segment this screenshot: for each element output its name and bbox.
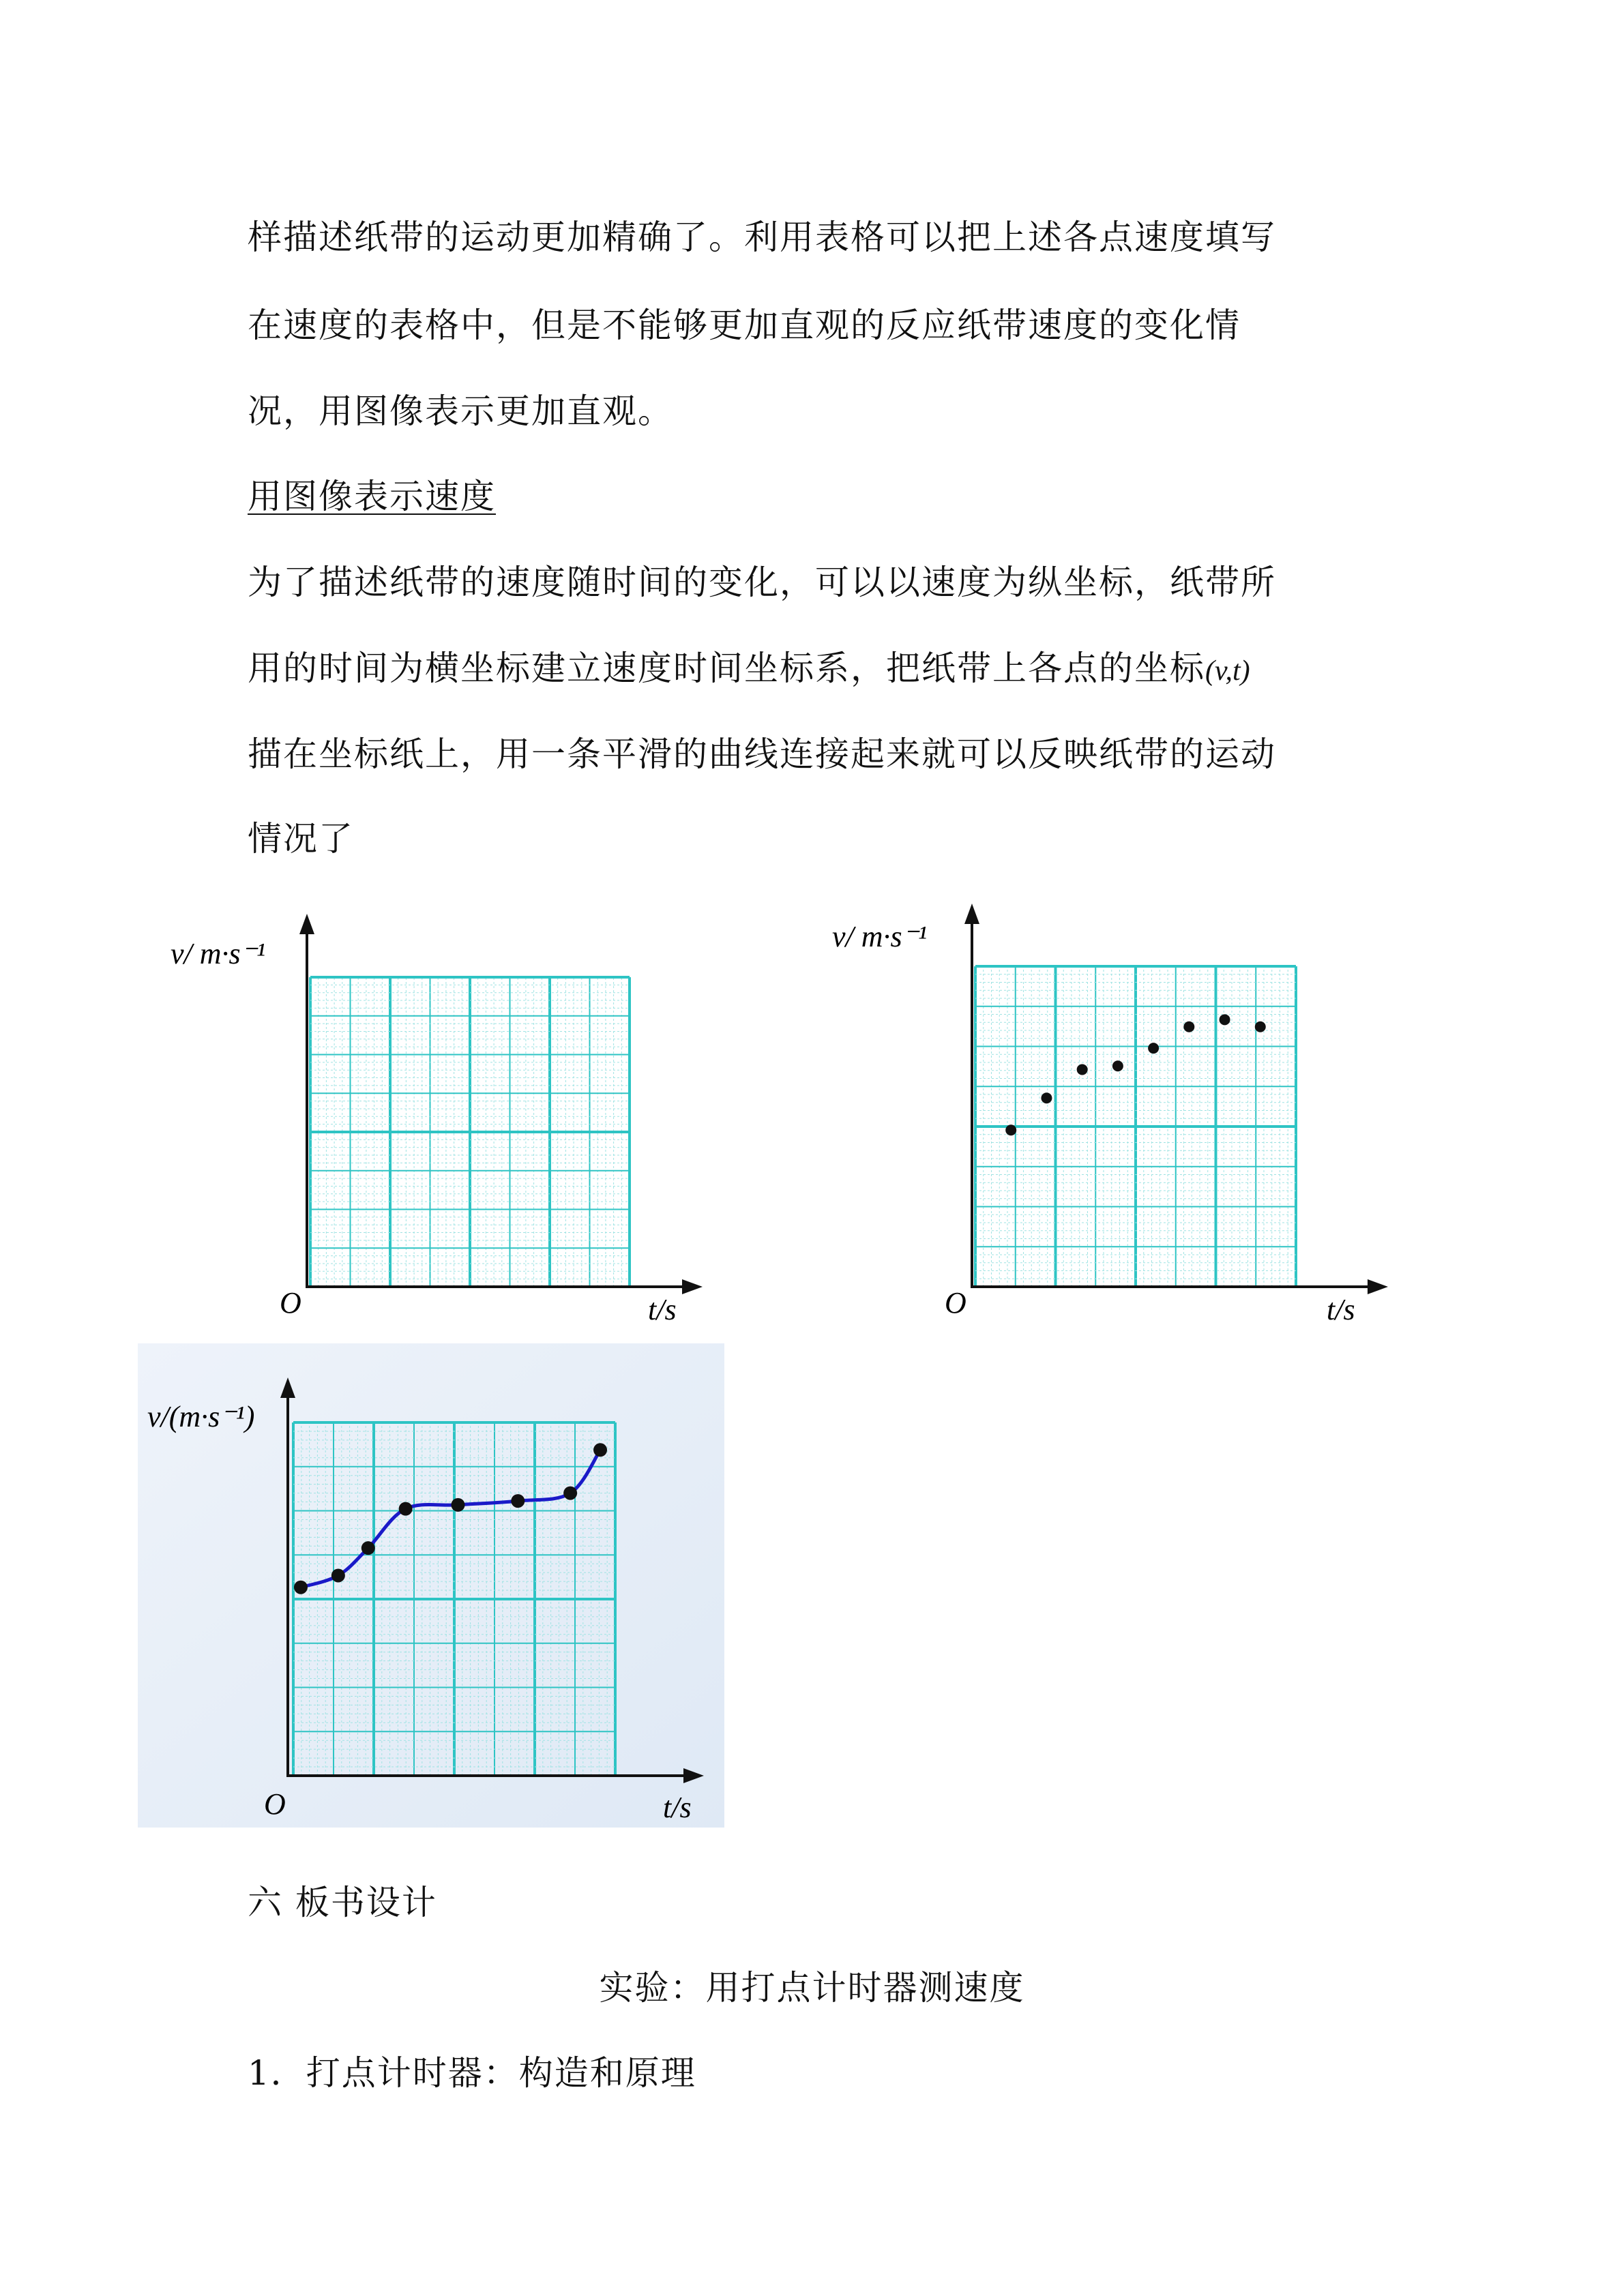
grid-scatter <box>964 904 1388 1294</box>
y-axis-arrow <box>964 904 979 924</box>
paragraph2-coordinate-math: (v,t) <box>1205 655 1250 687</box>
paragraph2-line-2-text: 用的时间为横坐标建立速度时间坐标系，把纸带上各点的坐标 <box>248 648 1205 688</box>
origin-label: O <box>280 1286 301 1320</box>
paragraph2-line-4: 情况了 <box>248 819 354 859</box>
data-point-2 <box>331 1568 345 1582</box>
chart-smooth-curve <box>138 1343 724 1828</box>
paragraph1-line-1: 样描述纸带的运动更加精确了。利用表格可以把上述各点速度填写 <box>248 218 1276 257</box>
data-point-3 <box>361 1541 375 1555</box>
y-axis-label: v/ m·s⁻¹ <box>832 920 928 953</box>
data-point-5 <box>1148 1043 1159 1054</box>
data-point-3 <box>1077 1064 1088 1075</box>
origin-label: O <box>945 1286 966 1320</box>
x-axis-arrow <box>682 1279 703 1294</box>
data-point-1 <box>1005 1124 1016 1135</box>
x-axis-label: t/s <box>648 1293 677 1326</box>
data-point-8 <box>593 1443 607 1457</box>
paragraph2-line-2 <box>248 648 1250 691</box>
y-axis-label: v/ m·s⁻¹ <box>171 937 266 970</box>
data-point-6 <box>511 1494 525 1508</box>
data-point-2 <box>1041 1092 1052 1103</box>
x-axis-label: t/s <box>663 1791 692 1824</box>
data-point-1 <box>294 1581 308 1594</box>
chart-scatter-points <box>825 897 1405 1333</box>
origin-label: O <box>264 1787 286 1821</box>
x-axis-label: t/s <box>1327 1293 1355 1326</box>
data-point-4 <box>1112 1060 1123 1071</box>
y-axis-arrow <box>299 914 314 934</box>
paragraph1-line-3: 况，用图像表示更加直观。 <box>248 391 673 431</box>
data-point-8 <box>1255 1022 1266 1032</box>
paragraph1-line-2: 在速度的表格中，但是不能够更加直观的反应纸带速度的变化情 <box>248 305 1241 345</box>
data-point-4 <box>399 1502 413 1516</box>
data-point-7 <box>1220 1014 1230 1025</box>
section-six-heading: 六 板书设计 <box>248 1883 437 1922</box>
paragraph2-line-1: 为了描述纸带的速度随时间的变化，可以以速度为纵坐标，纸带所 <box>248 563 1276 602</box>
x-axis-arrow <box>1368 1279 1388 1294</box>
board-title: 实验：用打点计时器测速度 <box>599 1968 1025 2008</box>
paragraph2-line-3: 描在坐标纸上，用一条平滑的曲线连接起来就可以反映纸带的运动 <box>248 734 1276 774</box>
board-item-1: 1．打点计时器：构造和原理 <box>248 2053 696 2093</box>
data-point-7 <box>563 1487 577 1500</box>
section-heading: 用图像表示速度 <box>248 477 496 516</box>
data-point-6 <box>1183 1022 1194 1032</box>
y-axis-label: v/(m·s⁻¹) <box>147 1400 255 1433</box>
chart-empty-grid <box>164 907 723 1330</box>
grid-empty <box>299 914 703 1294</box>
data-point-5 <box>451 1498 464 1512</box>
